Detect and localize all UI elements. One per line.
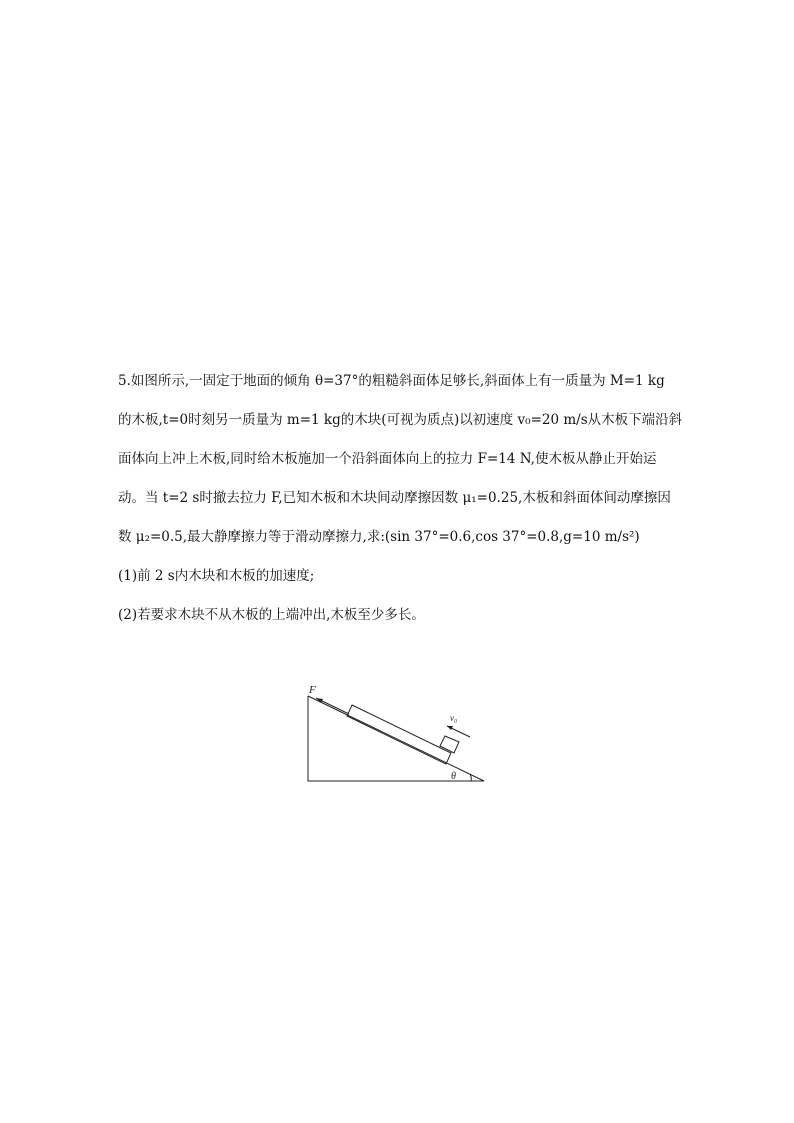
problem-line-1: 5.如图所示,一固定于地面的倾角 θ=37°的粗糙斜面体足够长,斜面体上有一质量为 M=1 kg — [118, 373, 665, 389]
force-label: F — [309, 684, 316, 696]
incline-figure — [300, 680, 490, 790]
problem-line-5: 数 μ₂=0.5,最大静摩擦力等于滑动摩擦力,求:(sin 37°=0.6,cos 37°=0.8,g=10 m/s²) — [118, 529, 640, 545]
question-2: (2)若要求木块不从木板的上端冲出,木板至少多长。 — [118, 607, 425, 623]
velocity-label: v₀ — [450, 713, 458, 723]
incline-diagram — [300, 680, 490, 790]
question-1: (1)前 2 s内木块和木板的加速度; — [118, 568, 315, 584]
problem-line-3: 面体向上冲上木板,同时给木板施加一个沿斜面体向上的拉力 F=14 N,使木板从静止开始运 — [118, 451, 657, 467]
angle-label: θ — [451, 771, 456, 782]
problem-line-4: 动。当 t=2 s时撤去拉力 F,已知木板和木块间动摩擦因数 μ₁=0.25,木板和斜面体间动摩擦因 — [118, 490, 671, 506]
problem-line-2: 的木板,t=0时刻另一质量为 m=1 kg的木块(可视为质点)以初速度 v₀=20 m/s从木板下端沿斜 — [118, 412, 683, 428]
problem-text — [118, 362, 698, 635]
incline-triangle — [308, 696, 484, 781]
wooden-block — [440, 736, 459, 753]
wooden-board — [347, 705, 451, 764]
